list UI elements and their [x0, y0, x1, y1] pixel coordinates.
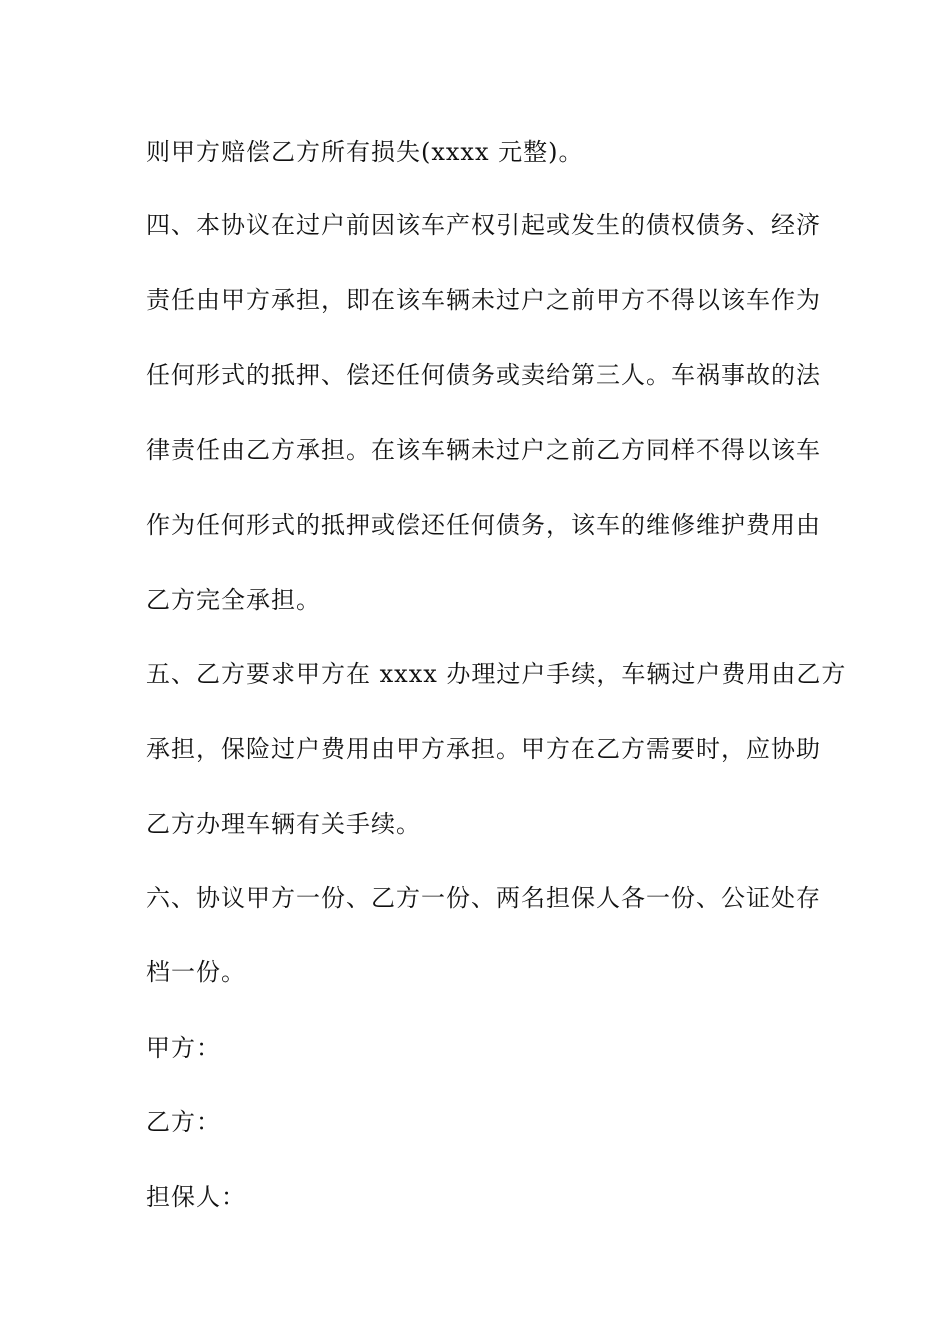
text-line: 作为任何形式的抵押或偿还任何债务，该车的维修维护费用由 [146, 511, 821, 539]
text-line: 乙方办理车辆有关手续。 [146, 810, 421, 838]
text-line: 档一份。 [146, 958, 246, 986]
text-line: 责任由甲方承担，即在该车辆未过户之前甲方不得以该车作为 [146, 286, 821, 314]
text-line: 律责任由乙方承担。在该车辆未过户之前乙方同样不得以该车 [146, 436, 821, 464]
text-line: 任何形式的抵押、偿还任何债务或卖给第三人。车祸事故的法 [146, 361, 821, 389]
text-line: 则甲方赔偿乙方所有损失(xxxx 元整)。 [146, 138, 584, 166]
guarantor-signature-line: 担保人： [146, 1183, 246, 1211]
text-line: 六、协议甲方一份、乙方一份、两名担保人各一份、公证处存 [146, 884, 821, 912]
text-line: 承担，保险过户费用由甲方承担。甲方在乙方需要时，应协助 [146, 735, 821, 763]
party-a-signature-line: 甲方： [146, 1034, 221, 1062]
text-line: 四、本协议在过户前因该车产权引起或发生的债权债务、经济 [146, 211, 821, 239]
text-line: 五、乙方要求甲方在 xxxx 办理过户手续，车辆过户费用由乙方 [146, 660, 847, 688]
text-line: 乙方完全承担。 [146, 586, 321, 614]
party-b-signature-line: 乙方： [146, 1108, 221, 1136]
